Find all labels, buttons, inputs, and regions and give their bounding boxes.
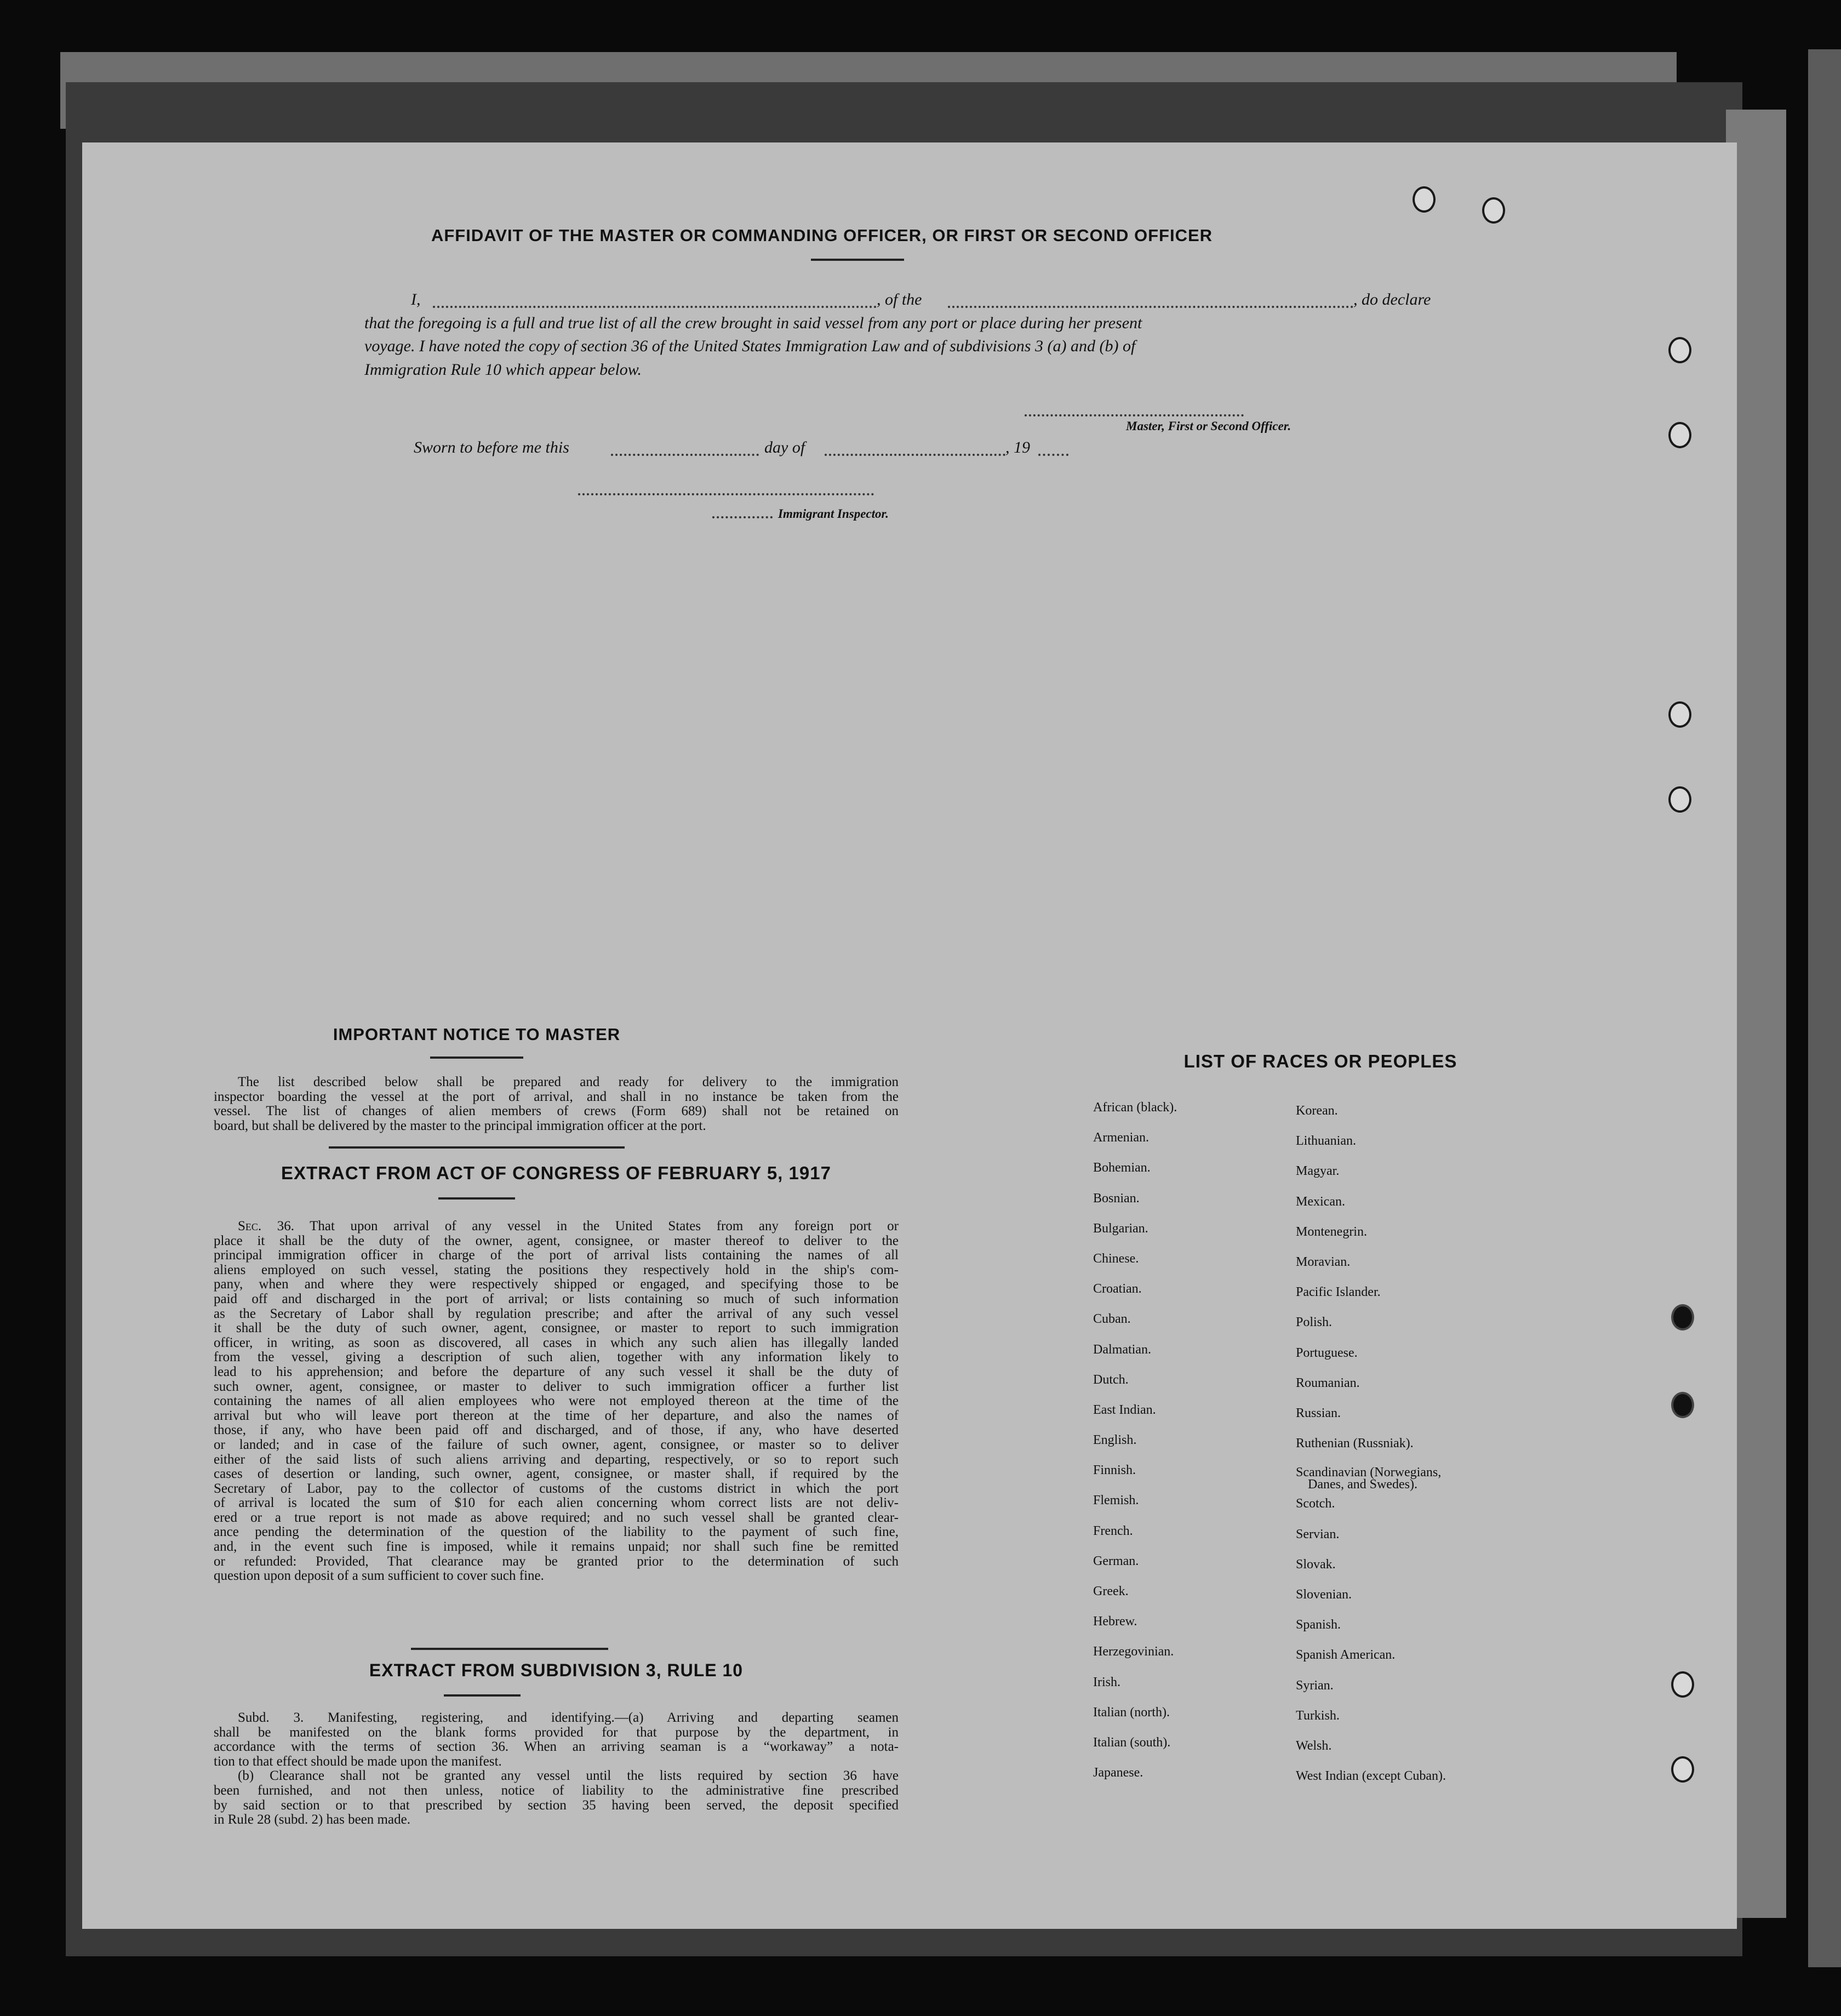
race-item: Slovenian.: [1296, 1587, 1352, 1602]
notice-line: board, but shall be delivered by the master to the principal immigration officer at the port.: [214, 1118, 706, 1133]
race-item: East Indian.: [1093, 1402, 1156, 1417]
race-item: Pacific Islander.: [1296, 1285, 1381, 1300]
affidavit-line4: Immigration Rule 10 which appear below.: [364, 361, 642, 379]
divider: [444, 1694, 521, 1697]
race-item: Spanish.: [1296, 1618, 1341, 1632]
act-line: principal immigration officer in charge of the port of arrival lists containing the names of all: [214, 1248, 899, 1263]
act-line: it shall be the duty of such owner, agent, consignee, or master to report to such immigration: [214, 1321, 899, 1336]
notice-title: IMPORTANT NOTICE TO MASTER: [333, 1025, 621, 1044]
race-item: Irish.: [1093, 1675, 1120, 1689]
section-label: Sec. 36.: [238, 1219, 294, 1233]
year-text: , 19: [1005, 438, 1030, 456]
races-right-column: [1296, 1104, 1537, 1799]
punch-hole: [1671, 1671, 1694, 1698]
punch-hole: [1668, 337, 1691, 363]
race-item: Roumanian.: [1296, 1375, 1360, 1390]
race-item: African (black).: [1093, 1100, 1177, 1115]
race-item: Montenegrin.: [1296, 1224, 1367, 1239]
act-line: lead to his apprehension; and before the departure of any such vessel it shall be the duty of: [214, 1364, 899, 1379]
divider: [438, 1197, 515, 1200]
act-line: That upon arrival of any vessel in the United States from any foreign port or: [310, 1219, 899, 1233]
race-item: Scotch.: [1296, 1497, 1335, 1511]
race-item: Armenian.: [1093, 1130, 1149, 1145]
inspector-signature-line: [578, 493, 874, 495]
master-signature-label: Master, First or Second Officer.: [1126, 419, 1291, 433]
punch-hole: [1668, 786, 1691, 813]
race-item: Turkish.: [1296, 1708, 1340, 1723]
punch-hole: [1668, 701, 1691, 728]
day-of-text: day of: [764, 438, 805, 456]
affidavit-of-the: , of the: [877, 290, 922, 309]
act-line: containing the names of all alien employees who were not employed thereon at the time of the: [214, 1394, 899, 1409]
rule-title: EXTRACT FROM SUBDIVISION 3, RULE 10: [369, 1660, 744, 1680]
race-item: Portuguese.: [1296, 1345, 1358, 1360]
act-line: and, in the event such fine is imposed, while it remains unpaid; nor shall such fine be remitted: [214, 1539, 899, 1555]
race-item: Russian.: [1296, 1406, 1341, 1420]
act-line: as the Secretary of Labor shall by regulation prescribe; and after the arrival of any such vessel: [214, 1306, 899, 1321]
act-line: such owner, agent, consignee, or master to deliver to such immigration officer a further list: [214, 1379, 899, 1394]
race-item: Syrian.: [1296, 1678, 1334, 1693]
act-line: those, if any, who have been paid off and discharged, and of those, if any, who have deserted: [214, 1423, 899, 1438]
race-item: Moravian.: [1296, 1254, 1351, 1269]
act-line: place it shall be the duty of the owner, agent, consignee, or master thereof to deliver to the: [214, 1233, 899, 1248]
act-line: cases of desertion or landing, such owner, agent, consignee, or master shall, if required by the: [214, 1466, 899, 1482]
rule-line: accordance with the terms of section 36. When an arriving seaman is a “workaway” a nota-: [214, 1739, 899, 1755]
rule-line: in Rule 28 (subd. 2) has been made.: [214, 1812, 410, 1827]
race-item: Lithuanian.: [1296, 1134, 1356, 1149]
race-item: Ruthenian (Russniak).: [1296, 1436, 1414, 1451]
act-line: from the vessel, giving a description of such alien, together with any information likely to: [214, 1350, 899, 1365]
act-line: either of the said lists of such aliens arriving and departing, respectively, or so to report such: [214, 1452, 899, 1467]
act-line: Secretary of Labor, pay to the collector of customs of the customs district in which the port: [214, 1481, 899, 1496]
day-blank: [611, 454, 759, 456]
race-item: Dutch.: [1093, 1372, 1129, 1387]
punch-hole: [1671, 1756, 1694, 1783]
act-line: ered or a true report is not made as above required; and no such vessel shall be granted clear-: [214, 1510, 899, 1525]
act-line: aliens employed on such vessel, stating the positions they respectively hold in the ship's com-: [214, 1262, 899, 1277]
inspector-dots: [712, 516, 773, 518]
act-line: paid off and discharged in the port of arrival; or lists containing so much of such information: [214, 1291, 899, 1306]
race-item-continuation: Danes, and Swedes).: [1308, 1477, 1417, 1492]
rule-line: been furnished, and not then unless, notice of liability to the administrative fine prescribed: [214, 1783, 899, 1798]
inspector-label: Immigrant Inspector.: [778, 507, 889, 521]
race-item: Italian (south).: [1093, 1735, 1171, 1750]
race-item: Bosnian.: [1093, 1191, 1140, 1206]
document-page: [82, 142, 1737, 1929]
signature-line: [1025, 414, 1244, 416]
race-item: Mexican.: [1296, 1194, 1345, 1209]
race-item: Flemish.: [1093, 1493, 1139, 1508]
affidavit-declare: , do declare: [1353, 290, 1431, 309]
divider: [811, 259, 904, 261]
race-item: Greek.: [1093, 1584, 1129, 1598]
divider: [411, 1648, 608, 1650]
affidavit-i: I,: [411, 290, 421, 309]
race-item: Spanish American.: [1296, 1648, 1396, 1663]
affidavit-title: AFFIDAVIT OF THE MASTER OR COMMANDING OFFICER, OR FIRST OR SECOND OFFICER: [431, 226, 1213, 245]
race-item: Finnish.: [1093, 1463, 1136, 1478]
act-line: of arrival is located the sum of $10 for each alien concerning whom correct lists are not deliv-: [214, 1495, 899, 1511]
race-item: Slovak.: [1296, 1557, 1336, 1572]
punch-hole: [1671, 1304, 1694, 1330]
race-item: Korean.: [1296, 1104, 1338, 1118]
race-item: Japanese.: [1093, 1766, 1144, 1780]
race-item: Polish.: [1296, 1315, 1333, 1330]
divider: [329, 1146, 625, 1149]
race-item: Dalmatian.: [1093, 1342, 1151, 1357]
year-blank: [1038, 454, 1068, 456]
race-item: Bohemian.: [1093, 1161, 1151, 1175]
notice-line: inspector boarding the vessel at the port of arrival, and shall in no instance be taken from the: [214, 1089, 899, 1104]
punch-hole: [1668, 422, 1691, 448]
act-line: or landed; and in case of the failure of such owner, agent, consignee, or master so to deliver: [214, 1437, 899, 1452]
punch-hole: [1482, 197, 1505, 224]
vessel-blank: [948, 306, 1353, 308]
month-blank: [825, 454, 1005, 456]
rule-line: by said section or to that prescribed by section 35 having been served, the deposit specified: [214, 1797, 899, 1813]
race-item: German.: [1093, 1554, 1139, 1568]
act-line: arrival but who will leave port thereon at the time of her departure, and also the names of: [214, 1408, 899, 1423]
rule-line: tion to that effect should be made upon the manifest.: [214, 1754, 502, 1769]
affidavit-line3: voyage. I have noted the copy of section 36 of the United States Immigration Law and of subdivisions 3 (a) and (b) of: [364, 337, 1136, 355]
race-item: Servian.: [1296, 1527, 1340, 1541]
affidavit-line2: that the foregoing is a full and true list of all the crew brought in said vessel from any port or place during her present: [364, 314, 1142, 332]
name-blank: [433, 306, 877, 308]
act-line: question upon deposit of a sum sufficient to cover such fine.: [214, 1568, 544, 1584]
races-left-column: [1093, 1100, 1301, 1796]
race-item: French.: [1093, 1523, 1133, 1538]
races-title: LIST OF RACES OR PEOPLES: [1184, 1051, 1457, 1071]
race-item: Chinese.: [1093, 1251, 1139, 1266]
race-item: Herzegovinian.: [1093, 1644, 1174, 1659]
rule-line: shall be manifested on the blank forms provided for that purpose by the department, in: [214, 1724, 899, 1740]
act-line: or refunded: Provided, That clearance may be granted prior to the determination of such: [214, 1554, 899, 1569]
act-line: ance pending the determination of the question of the liability to the payment of such fine,: [214, 1524, 899, 1540]
race-item: [1296, 1466, 1537, 1497]
rule-text: [214, 1711, 899, 1827]
notice-text: [214, 1075, 899, 1133]
notice-line: vessel. The list of changes of alien members of crews (Form 689) shall not be retained on: [214, 1104, 899, 1119]
race-item: Cuban.: [1093, 1312, 1131, 1327]
divider: [430, 1056, 523, 1059]
race-item: Magyar.: [1296, 1164, 1340, 1179]
race-item: Welsh.: [1296, 1738, 1332, 1753]
background-sheet: [1808, 49, 1841, 1967]
act-title: EXTRACT FROM ACT OF CONGRESS OF FEBRUARY 5, 1917: [281, 1163, 831, 1183]
punch-hole: [1413, 186, 1436, 213]
act-line: pany, when and where they were respectively shipped or engaged, and specifying those to be: [214, 1277, 899, 1292]
rule-line: (b) Clearance shall not be granted any vessel until the lists required by section 36 have: [238, 1768, 899, 1784]
notice-line: The list described below shall be prepared and ready for delivery to the immigration: [238, 1075, 899, 1089]
race-item: Italian (north).: [1093, 1705, 1170, 1720]
sworn-text: Sworn to before me this: [414, 438, 569, 456]
act-line: officer, in writing, as soon as discovered, all cases in which any such alien has illegally landed: [214, 1335, 899, 1350]
race-item: Croatian.: [1093, 1282, 1142, 1297]
race-item: West Indian (except Cuban).: [1296, 1769, 1446, 1784]
race-item: Hebrew.: [1093, 1614, 1137, 1629]
punch-hole: [1671, 1392, 1694, 1418]
race-item: English.: [1093, 1433, 1137, 1448]
race-item: Bulgarian.: [1093, 1221, 1148, 1236]
race-item-text: Scandinavian (Norwegians,: [1296, 1465, 1442, 1480]
rule-line: Subd. 3. Manifesting, registering, and identifying.—(a) Arriving and departing seamen: [238, 1710, 899, 1725]
act-text: [214, 1219, 899, 1584]
